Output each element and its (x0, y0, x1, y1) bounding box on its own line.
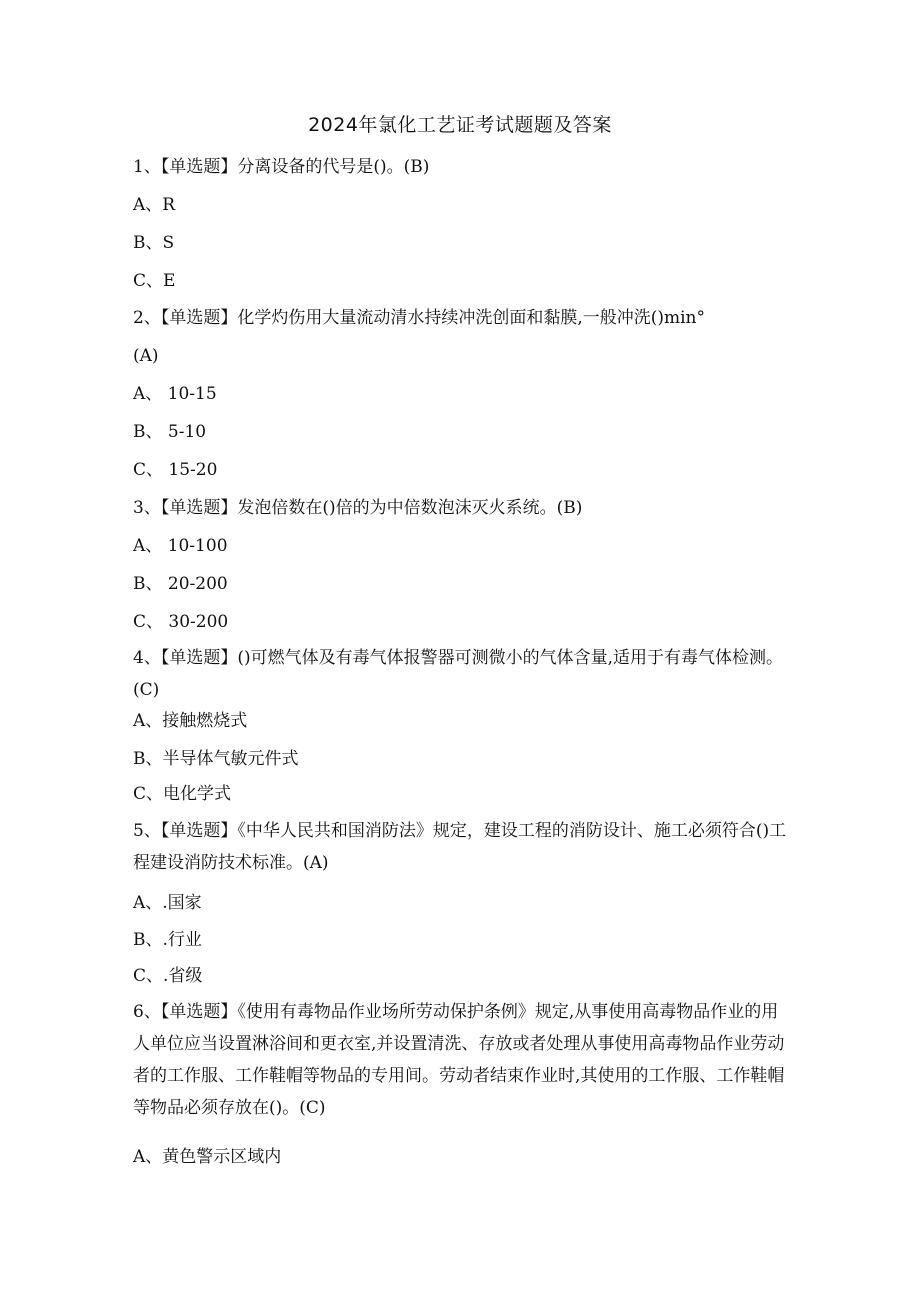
question-3-option-b: B、 20-200 (133, 574, 228, 594)
question-2-stem: 2、【单选题】化学灼伤用大量流动清水持续冲洗创面和黏膜,一般冲洗()min° (133, 308, 705, 328)
question-3-option-a: A、 10-100 (133, 536, 228, 556)
question-6-option-a: A、黄色警示区域内 (133, 1147, 282, 1167)
question-4-option-c: C、电化学式 (133, 784, 232, 804)
question-1-stem: 1、【单选题】分离设备的代号是()。(B) (133, 157, 430, 177)
question-5-option-a: A、.国家 (133, 893, 202, 913)
question-2-option-a: A、 10-15 (133, 384, 217, 404)
question-4-option-a: A、接触燃烧式 (133, 711, 248, 731)
question-5-stem: 5、【单选题】《中华人民共和国消防法》规定，建设工程的消防设计、施工必须符合()工程建设消防技术标准。(A) (133, 821, 787, 873)
question-6-stem: 6、【单选题】《使用有毒物品作业场所劳动保护条例》规定,从事使用高毒物品作业的用人单位应当设置淋浴间和更衣室,并设置清洗、存放或者处理从事使用高毒物品作业劳动者的工作服、工作鞋帽等物品的专用间。劳动者结束作业时,其使用的工作服、工作鞋帽等物品必须存放在()。(C) (133, 1002, 785, 1118)
question-2-stem-answer: (A) (133, 346, 159, 366)
question-3-option-c: C、 30-200 (133, 612, 229, 632)
question-1-option-b: B、S (133, 233, 175, 253)
question-5-option-b: B、.行业 (133, 930, 202, 950)
question-2-option-c: C、 15-20 (133, 460, 218, 480)
question-4-option-b: B、半导体气敏元件式 (133, 749, 299, 769)
question-4-stem: 4、【单选题】()可燃气体及有毒气体报警器可测微小的气体含量,适用于有毒气体检测。(C) (133, 648, 783, 700)
document-title: 2024年氯化工艺证考试题题及答案 (308, 114, 612, 136)
question-1-option-a: A、R (133, 195, 176, 215)
question-1-option-c: C、E (133, 271, 176, 291)
question-3-stem: 3、【单选题】发泡倍数在()倍的为中倍数泡沫灭火系统。(B) (133, 498, 583, 518)
question-5-option-c: C、.省级 (133, 966, 203, 986)
question-2-option-b: B、 5-10 (133, 422, 207, 442)
